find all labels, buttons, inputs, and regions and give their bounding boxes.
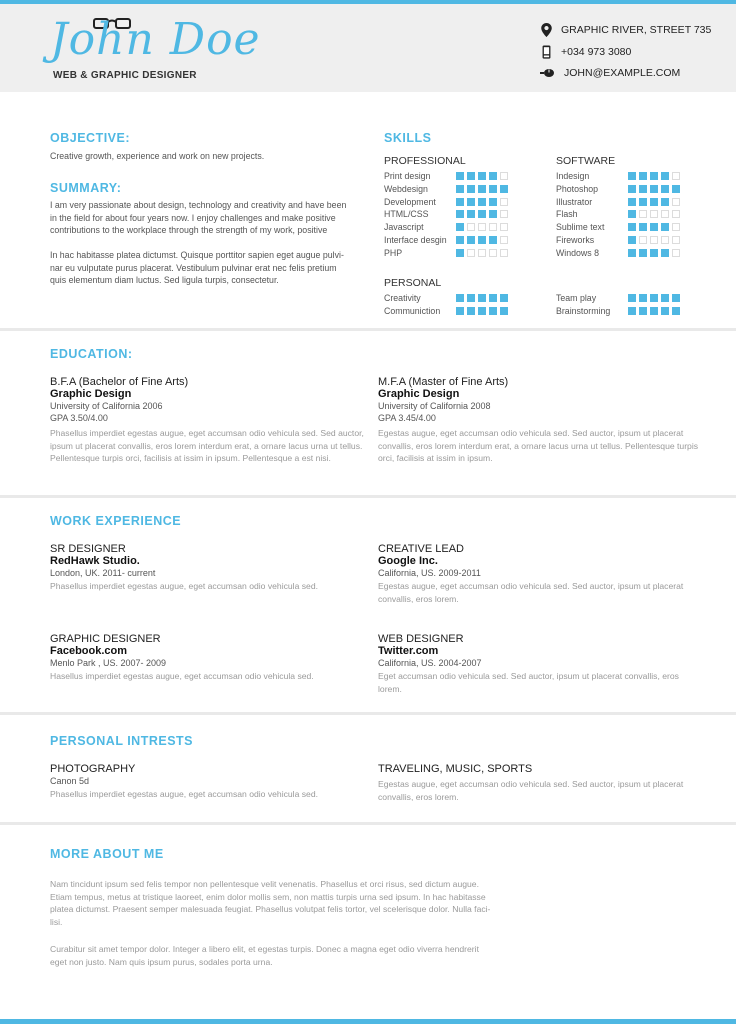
- skill-row: [556, 235, 680, 245]
- description-line: Hasellus imperdiet egestas augue, eget accumsan odio vehicula sed.: [50, 671, 314, 681]
- summary-paragraph-1: [50, 199, 346, 237]
- skill-dot-empty: [500, 223, 508, 231]
- work-meta: Menlo Park , US. 2007- 2009: [50, 658, 167, 668]
- skill-dot-empty: [478, 223, 486, 231]
- skill-dot-filled: [456, 249, 464, 257]
- skill-dot-empty: [672, 223, 680, 231]
- skill-dot-empty: [661, 236, 669, 244]
- work-meta: London, UK. 2011- current: [50, 568, 156, 578]
- skill-level-meter: [628, 198, 680, 206]
- summary-line: contributions to the workplace through the strength of my work, positive: [50, 225, 328, 236]
- skill-level-meter: [628, 307, 680, 315]
- skill-dot-filled: [650, 172, 658, 180]
- skill-dot-empty: [672, 198, 680, 206]
- skill-dot-empty: [672, 172, 680, 180]
- skill-dot-empty: [672, 210, 680, 218]
- skill-level-meter: [628, 249, 680, 257]
- skill-dot-filled: [478, 307, 486, 315]
- skill-dot-filled: [661, 307, 669, 315]
- skill-row: [556, 171, 680, 181]
- skill-dot-filled: [661, 172, 669, 180]
- education-entry: [50, 376, 364, 465]
- skill-dot-empty: [467, 249, 475, 257]
- skill-name: Brainstorming: [556, 306, 611, 316]
- skill-row: [556, 209, 680, 219]
- description-line: Egestas augue, eget accumsan odio vehicula sed. Sed auctor, ipsum ut placerat: [378, 779, 684, 789]
- interest-entry: [378, 763, 683, 803]
- skill-dot-empty: [672, 249, 680, 257]
- skill-name: Communiction: [384, 306, 441, 316]
- section-divider: [0, 712, 736, 715]
- skill-dot-filled: [467, 185, 475, 193]
- more-line: Etiam tempus, metus at tristique laoreet, enim dolor mollis sem, non mattis turpis urna sed ipsum. In hac habitasse: [50, 891, 486, 902]
- description-line: lorem.: [378, 683, 402, 694]
- skill-level-meter: [628, 236, 680, 244]
- interest-description: [50, 788, 318, 801]
- skill-name: Development: [384, 196, 436, 207]
- skill-row: [384, 293, 508, 303]
- work-description: [50, 580, 318, 593]
- skill-dot-filled: [467, 307, 475, 315]
- skill-level-meter: [628, 223, 680, 231]
- skill-level-meter: [628, 172, 680, 180]
- summary-line: I am very passionate about design, technology and creativity and have been: [50, 200, 347, 210]
- skill-row: [384, 235, 508, 245]
- phone-icon: [540, 45, 553, 59]
- skill-dot-filled: [500, 307, 508, 315]
- skill-dot-filled: [628, 307, 636, 315]
- skill-dot-filled: [628, 210, 636, 218]
- skill-dot-filled: [661, 294, 669, 302]
- skill-level-meter: [456, 249, 508, 257]
- skill-name: Flash: [556, 209, 578, 220]
- skill-name: Webdesign: [384, 183, 428, 194]
- skill-dot-filled: [672, 307, 680, 315]
- skill-dot-filled: [672, 185, 680, 193]
- skill-dot-filled: [639, 307, 647, 315]
- skills-title: SKILLS: [384, 131, 432, 145]
- skill-row: [556, 248, 680, 258]
- name-logo: John Doe: [50, 14, 261, 65]
- description-line: Phasellus imperdiet egestas augue, eget accumsan odio vehicula sed.: [50, 789, 319, 799]
- education-title: EDUCATION:: [50, 347, 133, 361]
- work-description: [50, 670, 314, 683]
- skill-name: Team play: [556, 293, 597, 303]
- work-company: Facebook.com: [50, 645, 128, 657]
- more-line: Curabitur sit amet tempor dolor. Integer a libero elit, et egestas turpis. Donec a magna eget odio viverra hendrerit: [50, 944, 479, 954]
- skill-name: Fireworks: [556, 235, 595, 245]
- description-line: orci, facilisis at issim in ipsum.: [378, 453, 493, 464]
- skill-dot-filled: [628, 294, 636, 302]
- skill-dot-filled: [489, 307, 497, 315]
- summary-line: In hac habitasse platea dictumst. Quisque porttitor sapien eget augue pulvi-: [50, 250, 344, 260]
- skill-level-meter: [456, 307, 508, 315]
- skill-row: [556, 306, 680, 316]
- work-company: Twitter.com: [378, 645, 439, 657]
- summary-line: nar eu vulputate purus placerat. Vestibulum pulvinar erat nec felis pretium: [50, 262, 337, 273]
- skill-dot-filled: [628, 223, 636, 231]
- skill-row: [556, 184, 680, 194]
- skill-level-meter: [456, 294, 508, 302]
- skill-dot-filled: [456, 236, 464, 244]
- skill-dot-filled: [628, 249, 636, 257]
- skill-level-meter: [456, 198, 508, 206]
- description-line: Egestas augue, eget accumsan odio vehicula sed. Sed auctor, ipsum ut placerat: [378, 581, 684, 591]
- skill-dot-filled: [650, 294, 658, 302]
- mouse-icon: [540, 66, 556, 80]
- skill-dot-filled: [456, 294, 464, 302]
- work-role: WEB DESIGNER: [378, 633, 464, 645]
- address-text: GRAPHIC RIVER, STREET 735: [561, 24, 712, 36]
- phone-text: +034 973 3080: [561, 46, 632, 58]
- interest-name: PHOTOGRAPHY: [50, 763, 136, 775]
- skill-dot-filled: [639, 223, 647, 231]
- skill-dot-filled: [661, 223, 669, 231]
- work-role: SR DESIGNER: [50, 543, 126, 555]
- skill-dot-filled: [489, 198, 497, 206]
- skill-row: [384, 184, 508, 194]
- skill-dot-filled: [500, 294, 508, 302]
- skill-dot-empty: [500, 198, 508, 206]
- skill-dot-filled: [639, 294, 647, 302]
- skill-dot-filled: [478, 185, 486, 193]
- work-company: RedHawk Studio.: [50, 555, 140, 567]
- skill-dot-empty: [639, 236, 647, 244]
- skill-dot-filled: [650, 185, 658, 193]
- school: University of California 2006: [50, 401, 163, 411]
- skill-dot-empty: [500, 210, 508, 218]
- skill-row: [556, 293, 680, 303]
- skill-level-meter: [628, 210, 680, 218]
- description-line: Pellentesque turpis orci, facilisis at issim in ipsum. Pellentesque a est nisi.: [50, 453, 331, 464]
- skill-dot-filled: [628, 236, 636, 244]
- degree: M.F.A (Master of Fine Arts): [378, 376, 509, 388]
- skill-dot-filled: [672, 294, 680, 302]
- work-role: GRAPHIC DESIGNER: [50, 633, 161, 645]
- skills-software-label: SOFTWARE: [556, 155, 616, 167]
- field: Graphic Design: [378, 388, 460, 400]
- skill-dot-filled: [628, 185, 636, 193]
- more-title: MORE ABOUT ME: [50, 847, 164, 861]
- more-paragraph-2: [50, 943, 479, 968]
- skill-dot-filled: [650, 249, 658, 257]
- more-line: Nam tincidunt ipsum sed felis tempor non pellentesque velit venenatis. Phasellus et orci risus, sed dictum augue.: [50, 879, 479, 889]
- education-entry: [378, 376, 698, 465]
- interests-title: PERSONAL INTRESTS: [50, 734, 194, 748]
- more-line: lisi.: [50, 916, 63, 927]
- skill-dot-filled: [467, 198, 475, 206]
- description: [50, 427, 364, 465]
- skill-dot-filled: [467, 236, 475, 244]
- skill-dot-filled: [478, 198, 486, 206]
- skill-dot-filled: [467, 294, 475, 302]
- skill-dot-empty: [489, 223, 497, 231]
- work-meta: California, US. 2004-2007: [378, 658, 482, 668]
- interest-name: TRAVELING, MUSIC, SPORTS: [378, 763, 533, 775]
- skill-row: [556, 222, 680, 232]
- skill-dot-empty: [661, 210, 669, 218]
- work-description: [378, 580, 683, 605]
- description-line: Phasellus imperdiet egestas augue, eget accumsan odio vehicula sed.: [50, 581, 319, 591]
- skill-dot-filled: [456, 210, 464, 218]
- skill-dot-filled: [478, 210, 486, 218]
- job-title: WEB & GRAPHIC DESIGNER: [53, 70, 197, 81]
- skill-dot-empty: [478, 249, 486, 257]
- skills-personal-label: PERSONAL: [384, 277, 442, 289]
- skill-dot-filled: [500, 185, 508, 193]
- address-row: [540, 23, 711, 37]
- skill-dot-filled: [456, 223, 464, 231]
- work-role: CREATIVE LEAD: [378, 543, 464, 555]
- skill-dot-empty: [467, 223, 475, 231]
- interest-entry: [50, 763, 318, 801]
- skill-dot-filled: [456, 172, 464, 180]
- skill-dot-filled: [478, 236, 486, 244]
- work-entry: [378, 633, 679, 695]
- skill-level-meter: [456, 210, 508, 218]
- skill-level-meter: [628, 185, 680, 193]
- description-line: convallis, eros lorem interdum erat, a ornare lacus urna ut tellus. Pellentesque turpis: [378, 440, 699, 451]
- skill-row: [384, 209, 508, 219]
- skill-dot-empty: [650, 236, 658, 244]
- skill-dot-filled: [661, 249, 669, 257]
- skill-level-meter: [456, 223, 508, 231]
- skill-dot-filled: [639, 249, 647, 257]
- work-company: Google Inc.: [378, 555, 438, 567]
- skill-dot-filled: [650, 307, 658, 315]
- skill-row: [556, 197, 680, 207]
- skill-dot-filled: [639, 172, 647, 180]
- bottom-accent-bar: [0, 1019, 736, 1024]
- section-divider: [0, 328, 736, 331]
- skill-dot-filled: [650, 223, 658, 231]
- skill-dot-filled: [478, 294, 486, 302]
- interest-description: [378, 778, 683, 803]
- skill-level-meter: [456, 172, 508, 180]
- section-divider: [0, 822, 736, 825]
- skills-professional-label: PROFESSIONAL: [384, 155, 466, 167]
- work-entry: [378, 543, 683, 605]
- work-entry: [50, 633, 314, 683]
- skill-dot-filled: [661, 185, 669, 193]
- work-entry: [50, 543, 318, 593]
- skill-dot-empty: [489, 249, 497, 257]
- summary-paragraph-2: [50, 249, 344, 287]
- skill-dot-filled: [639, 198, 647, 206]
- skill-name: Interface desgin: [384, 235, 447, 245]
- skill-name: Print design: [384, 171, 431, 181]
- skill-level-meter: [456, 236, 508, 244]
- skill-name: Illustrator: [556, 196, 593, 207]
- skill-dot-empty: [639, 210, 647, 218]
- more-line: eget non justo. Nam quis ipsum purus, sodales porta urna.: [50, 956, 273, 967]
- summary-line: quis elementum diam luctus. Sed ligula turpis, consectetur.: [50, 275, 279, 286]
- description-line: ipsum ut placerat convallis, eros lorem interdum erat, a ornare lacus urna ut tellus.: [50, 440, 363, 451]
- skill-dot-filled: [489, 210, 497, 218]
- description-line: convallis, eros lorem.: [378, 791, 459, 802]
- skill-dot-empty: [672, 236, 680, 244]
- skill-dot-filled: [456, 198, 464, 206]
- skill-name: Photoshop: [556, 183, 599, 194]
- summary-title: SUMMARY:: [50, 181, 122, 195]
- map-pin-icon: [540, 23, 553, 37]
- description-line: Phasellus imperdiet egestas augue, eget accumsan odio vehicula sed. Sed auctor,: [50, 428, 364, 438]
- skill-dot-filled: [478, 172, 486, 180]
- skill-dot-filled: [489, 172, 497, 180]
- skill-dot-empty: [500, 249, 508, 257]
- gpa: GPA 3.45/4.00: [378, 413, 436, 423]
- skill-name: Javascript: [384, 222, 424, 233]
- section-divider: [0, 495, 736, 498]
- skill-level-meter: [456, 185, 508, 193]
- skill-name: Sublime text: [556, 222, 605, 233]
- description-line: Egestas augue, eget accumsan odio vehicula sed. Sed auctor, ipsum ut placerat: [378, 428, 684, 438]
- interest-sub: Canon 5d: [50, 776, 90, 786]
- gpa: GPA 3.50/4.00: [50, 413, 108, 423]
- skill-dot-filled: [628, 198, 636, 206]
- skill-name: Windows 8: [556, 247, 600, 258]
- skill-name: Creativity: [384, 293, 421, 303]
- work-title: WORK EXPERIENCE: [50, 514, 182, 528]
- objective-title: OBJECTIVE:: [50, 131, 131, 145]
- skill-dot-empty: [500, 172, 508, 180]
- skill-dot-filled: [456, 307, 464, 315]
- objective-text: Creative growth, experience and work on new projects.: [50, 151, 265, 161]
- skill-dot-filled: [467, 172, 475, 180]
- school: University of California 2008: [378, 401, 491, 411]
- skill-dot-filled: [467, 210, 475, 218]
- more-paragraph-1: [50, 878, 490, 928]
- skill-row: [384, 222, 508, 232]
- skill-dot-filled: [661, 198, 669, 206]
- skill-dot-empty: [650, 210, 658, 218]
- skill-dot-filled: [639, 185, 647, 193]
- skill-level-meter: [628, 294, 680, 302]
- field: Graphic Design: [50, 388, 132, 400]
- skill-row: [384, 248, 508, 258]
- degree: B.F.A (Bachelor of Fine Arts): [50, 376, 189, 388]
- header: [0, 4, 736, 92]
- phone-row: [540, 45, 631, 59]
- work-meta: California, US. 2009-2011: [378, 568, 481, 578]
- skill-name: PHP: [384, 247, 403, 258]
- skill-dot-filled: [456, 185, 464, 193]
- description-line: Eget accumsan odio vehicula sed. Sed auctor, ipsum ut placerat convallis, eros: [378, 671, 679, 681]
- skill-dot-filled: [489, 236, 497, 244]
- email-row: [540, 66, 680, 80]
- skill-dot-filled: [489, 294, 497, 302]
- work-description: [378, 670, 679, 695]
- skill-dot-filled: [650, 198, 658, 206]
- skill-row: [384, 197, 508, 207]
- email-text: JOHN@EXAMPLE.COM: [564, 67, 681, 79]
- description: [378, 427, 698, 465]
- skill-dot-filled: [489, 185, 497, 193]
- skill-name: Indesign: [556, 171, 590, 181]
- description-line: convallis, eros lorem.: [378, 593, 459, 604]
- skill-row: [384, 171, 508, 181]
- more-line: platea dictumst. Praesent semper malesuada feugiat. Phasellus volutpat felis tortor, vel scelerisque dolor. Nulla faci-: [50, 904, 491, 915]
- skill-name: HTML/CSS: [384, 209, 429, 220]
- skill-row: [384, 306, 508, 316]
- skill-dot-filled: [628, 172, 636, 180]
- skill-dot-empty: [500, 236, 508, 244]
- summary-line: in the field for about four years now. I enjoy challenges and make positive: [50, 212, 336, 223]
